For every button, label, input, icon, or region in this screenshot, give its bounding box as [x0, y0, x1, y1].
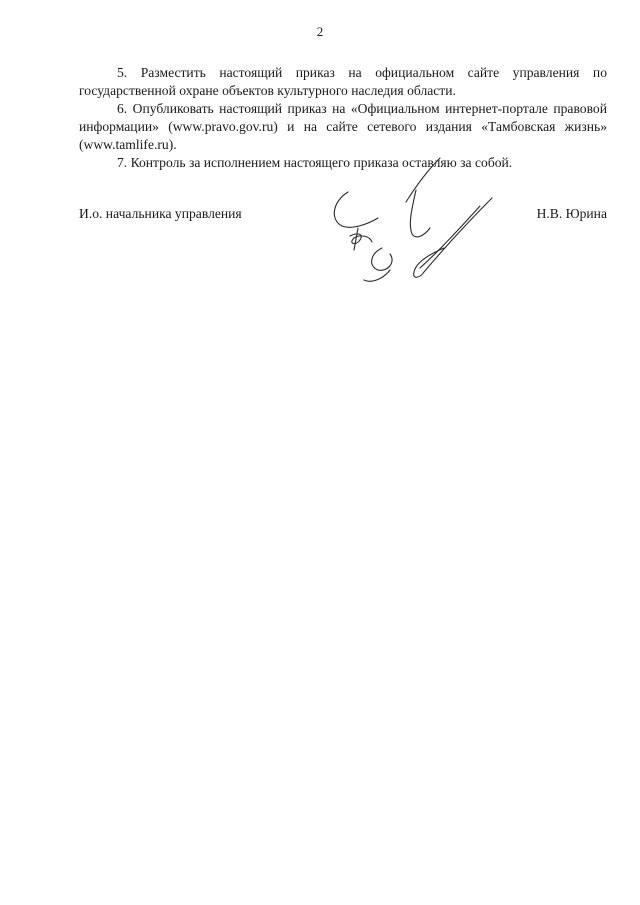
paragraph-6: 6. Опубликовать настоящий приказ на «Официальном интернет-портале правовой информации» (www.pravo.gov.ru) и на сайте сетевого издания «Тамбовская жизнь» (www.tamlife.ru). [79, 101, 607, 152]
signatory-name: Н.В. Юрина [536, 206, 607, 221]
paragraph-5: 5. Разместить настоящий приказ на официальном сайте управления по государственной охране объектов культурного наследия области. [79, 65, 607, 98]
page-number: 2 [316, 24, 324, 39]
handwritten-signature [320, 150, 520, 290]
paragraph-7: 7. Контроль за исполнением настоящего приказа оставляю за собой. [117, 155, 513, 170]
signatory-position: И.о. начальника управления [79, 206, 242, 221]
